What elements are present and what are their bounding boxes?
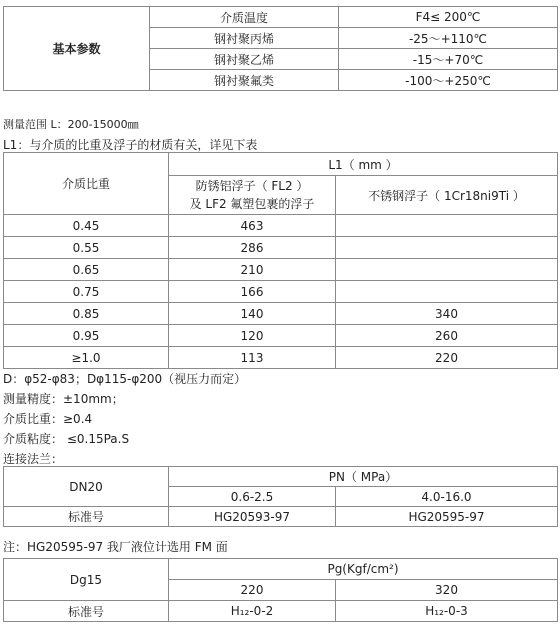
dn-table: [3, 466, 558, 527]
gravity-cell: 0.45: [4, 215, 169, 237]
param-value: -25～+110℃: [339, 28, 558, 49]
aluminum-l1-cell: 113: [169, 347, 336, 369]
table-row: [4, 325, 558, 347]
col-aluminum-header: [169, 176, 336, 215]
table-row: [4, 237, 558, 259]
col-aluminum-line2: 及 LF2 氟塑包裹的浮子: [189, 197, 315, 211]
stainless-l1-cell: 340: [336, 303, 558, 325]
stainless-l1-cell: [336, 281, 558, 303]
std-value: HG20593-97: [169, 507, 336, 527]
pg-value: 220: [169, 580, 336, 601]
gravity-cell: 0.95: [4, 325, 169, 347]
gravity-cell: 0.65: [4, 259, 169, 281]
l1-note: L1：与介质的比重及浮子的材质有关，详见下表: [3, 138, 258, 152]
pg-header: Pg(Kgf/cm²): [169, 559, 558, 580]
note-text: 注：HG20595-97 我厂液位计选用 FM 面: [3, 540, 228, 554]
param-name: 钢衬聚乙烯: [150, 49, 339, 70]
basic-params-table: [3, 6, 558, 91]
stainless-l1-cell: [336, 259, 558, 281]
dn-label: DN20: [4, 467, 169, 507]
stainless-l1-cell: [336, 215, 558, 237]
param-value: -100～+250℃: [339, 70, 558, 91]
stainless-l1-cell: [336, 237, 558, 259]
pn-header: PN（ MPa）: [169, 467, 558, 487]
gravity-cell: 0.55: [4, 237, 169, 259]
aluminum-l1-cell: 120: [169, 325, 336, 347]
pn-value: 0.6-2.5: [169, 487, 336, 507]
col-stainless-header: 不锈钢浮子（ 1Cr18ni9Ti ）: [336, 176, 558, 215]
std-value: H₁₂-0-3: [336, 601, 558, 622]
range-text: 测量范围 L：200-15000㎜: [3, 118, 139, 131]
stainless-l1-cell: 220: [336, 347, 558, 369]
std-label: 标准号: [4, 601, 169, 622]
l1-header: L1（ mm ）: [169, 153, 558, 176]
std-value: HG20595-97: [336, 507, 558, 527]
table-row: [4, 281, 558, 303]
param-name: 介质温度: [150, 7, 339, 28]
table-row: [4, 559, 558, 580]
l1-table: [3, 152, 558, 369]
table-row: [4, 215, 558, 237]
diameter-text: D：φ52-φ83；Dφ115-φ200（视压力而定）: [3, 372, 247, 386]
pg-value: 320: [336, 580, 558, 601]
gravity-text: 介质比重：≥0.4: [3, 412, 93, 426]
table-row: [4, 259, 558, 281]
param-value: F4≤ 200℃: [339, 7, 558, 28]
accuracy-text: 测量精度：±10mm；: [3, 392, 124, 406]
param-value: -15～+70℃: [339, 49, 558, 70]
table-row: [4, 507, 558, 527]
table-row: [4, 347, 558, 369]
gravity-cell: ≥1.0: [4, 347, 169, 369]
gravity-cell: 0.75: [4, 281, 169, 303]
std-label: 标准号: [4, 507, 169, 527]
table-row: [4, 7, 558, 28]
aluminum-l1-cell: 463: [169, 215, 336, 237]
table-row: [4, 467, 558, 487]
std-value: H₁₂-0-2: [169, 601, 336, 622]
aluminum-l1-cell: 140: [169, 303, 336, 325]
dg-table: [3, 558, 558, 622]
dg-label: Dg15: [4, 559, 169, 601]
gravity-cell: 0.85: [4, 303, 169, 325]
aluminum-l1-cell: 210: [169, 259, 336, 281]
basic-params-label: 基本参数: [4, 7, 150, 91]
stainless-l1-cell: 260: [336, 325, 558, 347]
table-row: [4, 153, 558, 176]
flange-text: 连接法兰：: [3, 452, 64, 466]
param-name: 钢衬聚丙烯: [150, 28, 339, 49]
col-aluminum-line1: 防锈铝浮子（ FL2 ）: [195, 179, 309, 193]
aluminum-l1-cell: 286: [169, 237, 336, 259]
param-name: 钢衬聚氟类: [150, 70, 339, 91]
pn-value: 4.0-16.0: [336, 487, 558, 507]
table-row: [4, 601, 558, 622]
col-gravity-header: 介质比重: [4, 153, 169, 215]
aluminum-l1-cell: 166: [169, 281, 336, 303]
viscosity-text: 介质粘度： ≤0.15Pa.S: [3, 432, 130, 446]
table-row: [4, 303, 558, 325]
